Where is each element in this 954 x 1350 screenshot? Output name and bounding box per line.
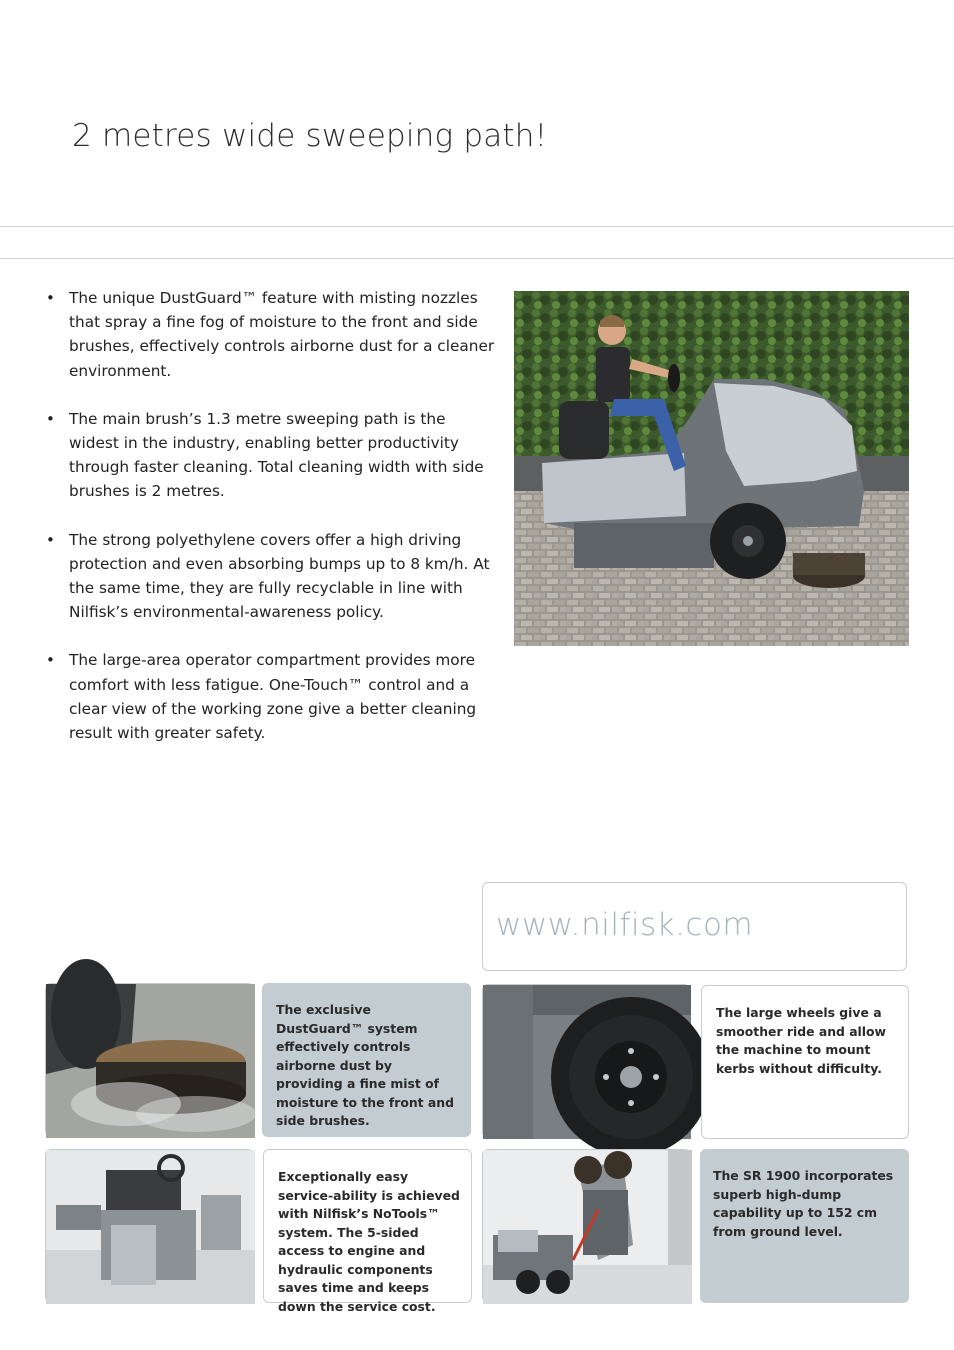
feature-item-main-brush	[46, 407, 498, 504]
bullet-icon: •	[46, 289, 55, 307]
caption-wheels: The large wheels give a smoother ride and allow the machine to mount kerbs without difficulty.	[716, 1005, 887, 1076]
website-box	[482, 882, 907, 971]
divider-bottom	[0, 258, 954, 259]
website-url[interactable]: www.nilfisk.com	[496, 907, 754, 943]
feature-text: The main brush’s 1.3 metre sweeping path is the widest in the industry, enabling better productivity through faster cleaning. Total cleaning width with side brushes is 2 metres.	[69, 409, 484, 501]
photo-high-dump	[482, 1149, 691, 1303]
caption-highdump: The SR 1900 incorporates superb high-dump capability up to 152 cm from ground level.	[713, 1168, 894, 1239]
photo-service-access	[45, 1149, 254, 1303]
caption-dustguard: The exclusive DustGuard™ system effectively controls airborne dust by providing a fine mist of moisture to the front and side brushes.	[276, 1002, 454, 1128]
bullet-icon: •	[46, 409, 55, 428]
caption-dustguard-panel	[262, 983, 471, 1137]
feature-item-operator	[46, 648, 498, 745]
caption-wheels-panel	[701, 985, 909, 1139]
hero-photo-sweeper	[514, 291, 909, 646]
caption-service: Exceptionally easy service-ability is achieved with Nilfisk’s NoTools™ system. The 5-sided access to engine and hydraulic components saves time and keeps down the service cost.	[278, 1169, 460, 1314]
page-headline: 2 metres wide sweeping path!	[72, 118, 548, 154]
photo-dustguard-brush	[45, 983, 254, 1137]
caption-service-panel	[263, 1149, 472, 1314]
feature-item-dustguard	[46, 286, 498, 383]
feature-item-covers	[46, 528, 498, 625]
bullet-icon: •	[46, 651, 55, 670]
bullet-icon: •	[46, 530, 55, 549]
feature-text: The strong polyethylene covers offer a high driving protection and even absorbing bumps up to 8 km/h. At the same time, they are fully recyclable in line with Nilfisk’s environmental-awareness policy.	[69, 530, 490, 622]
feature-text: The unique DustGuard™ feature with misting nozzles that spray a fine fog of moisture to the front and side brushes, effectively controls airborne dust for a cleaner environment.	[69, 289, 495, 380]
photo-large-wheel	[482, 984, 690, 1138]
feature-list	[46, 286, 498, 769]
divider-top	[0, 226, 954, 227]
caption-highdump-panel	[700, 1149, 909, 1303]
feature-text: The large-area operator compartment provides more comfort with less fatigue. One-Touch™ control and a clear view of the working zone give a better cleaning result with greater safety.	[69, 651, 477, 743]
